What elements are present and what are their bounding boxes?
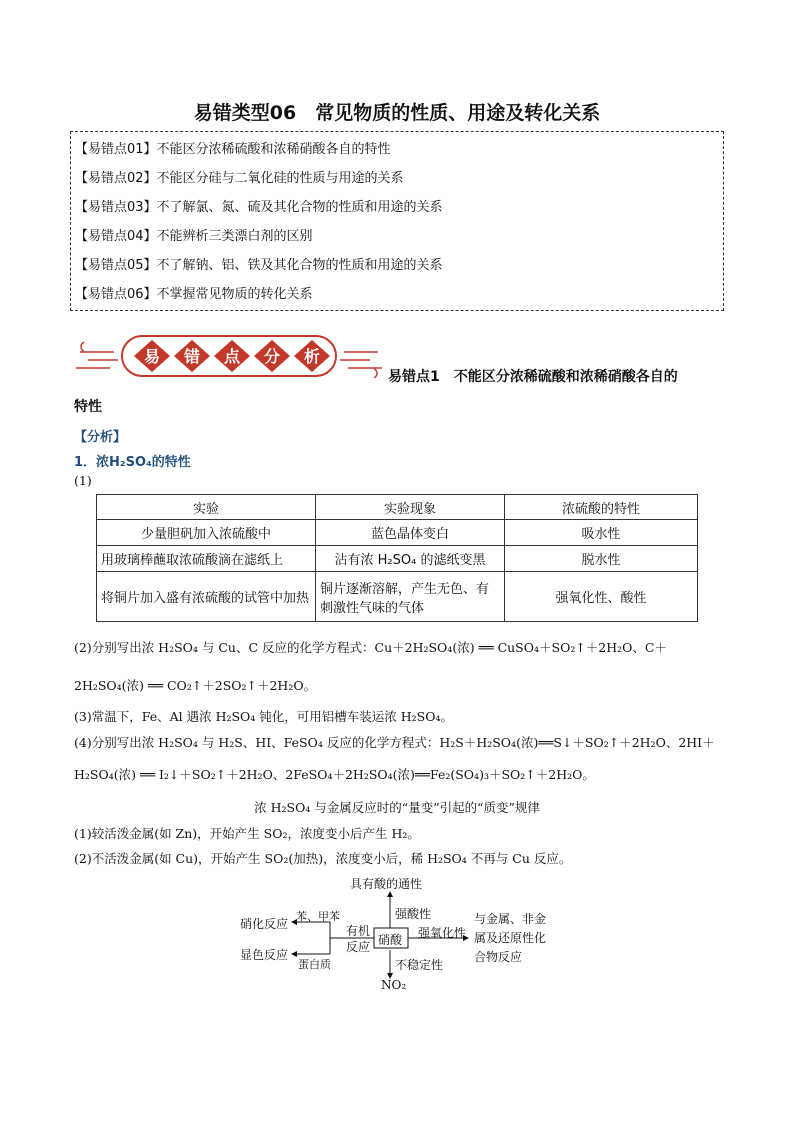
banner-char-2: 错 bbox=[183, 347, 201, 366]
banner-char-5: 析 bbox=[303, 347, 321, 366]
para-4b: H₂SO₄(浓) ══ I₂↓＋SO₂↑＋2H₂O、2FeSO₄＋2H₂SO₄(浓)══Fe₂(SO₄)₃＋SO₂↑＋2H₂O。 bbox=[74, 767, 595, 782]
diagram-center: 硝酸 bbox=[378, 933, 403, 947]
table-cell: 用玻璃棒蘸取浓硫酸滴在滤纸上 bbox=[97, 546, 316, 572]
error-point-1: 【易错点01】不能区分浓稀硫酸和浓稀硝酸各自的特性 bbox=[75, 142, 391, 157]
section-title-cont: 特性 bbox=[74, 399, 102, 415]
banner-char-4: 分 bbox=[263, 347, 281, 366]
error-point-5: 【易错点05】不了解钠、铝、铁及其化合物的性质和用途的关系 bbox=[75, 258, 443, 273]
diagram-bottom: NO₂ bbox=[381, 978, 407, 992]
properties-table bbox=[96, 494, 698, 622]
diagram-right-3: 合物反应 bbox=[474, 950, 523, 964]
nitric-acid-diagram bbox=[230, 872, 570, 997]
para-1: (1) bbox=[74, 473, 92, 488]
table-cell: 吸水性 bbox=[505, 520, 698, 546]
table-cell: 脱水性 bbox=[505, 546, 698, 572]
para-2b: 2H₂SO₄(浓) ══ CO₂↑＋2SO₂↑＋2H₂O。 bbox=[74, 678, 317, 693]
diagram-color-reaction: 显色反应 bbox=[240, 948, 289, 962]
table-cell: 沾有浓 H₂SO₄ 的滤纸变黑 bbox=[316, 546, 505, 572]
error-points-box bbox=[70, 131, 724, 311]
rule-title: 浓 H₂SO₄ 与金属反应时的“量变”引起的“质变”规律 bbox=[254, 800, 540, 815]
diagram-protein: 蛋白质 bbox=[298, 958, 331, 971]
error-point-3: 【易错点03】不了解氯、氮、硫及其化合物的性质和用途的关系 bbox=[75, 200, 443, 215]
diagram-top-edge: 强酸性 bbox=[395, 907, 432, 921]
table-row bbox=[97, 520, 698, 546]
error-point-2: 【易错点02】不能区分硅与二氧化硅的性质与用途的关系 bbox=[75, 171, 404, 186]
table-cell: 铜片逐渐溶解，产生无色、有刺激性气味的气体 bbox=[316, 572, 505, 622]
page-title: 易错类型06 常见物质的性质、用途及转化关系 bbox=[193, 102, 601, 124]
table-cell: 蓝色晶体变白 bbox=[316, 520, 505, 546]
diagram-benzene: 苯、甲苯 bbox=[296, 910, 340, 923]
banner-char-3: 点 bbox=[223, 347, 241, 366]
para-2a: (2)分别写出浓 H₂SO₄ 与 Cu、C 反应的化学方程式：Cu＋2H₂SO₄(浓) ══ CuSO₄＋SO₂↑＋2H₂O、C＋ bbox=[74, 640, 667, 655]
table-header: 浓硫酸的特性 bbox=[505, 495, 698, 520]
error-point-4: 【易错点04】不能辨析三类漂白剂的区别 bbox=[75, 229, 313, 244]
table-cell: 少量胆矾加入浓硫酸中 bbox=[97, 520, 316, 546]
para-4a: (4)分别写出浓 H₂SO₄ 与 H₂S、HI、FeSO₄ 反应的化学方程式：H₂S＋H₂SO₄(浓)══S↓＋SO₂↑＋2H₂O、2HI＋ bbox=[74, 735, 715, 750]
table-cell: 强氧化性、酸性 bbox=[505, 572, 698, 622]
diagram-top: 具有酸的通性 bbox=[350, 877, 423, 891]
banner-char-1: 易 bbox=[143, 347, 161, 366]
diagram-right-2: 属及还原性化 bbox=[474, 931, 547, 945]
table-cell: 将铜片加入盛有浓硫酸的试管中加热 bbox=[97, 572, 316, 622]
table-header: 实验现象 bbox=[316, 495, 505, 520]
diagram-right-edge: 强氧化性 bbox=[418, 926, 467, 940]
heading-1: 1．浓H₂SO₄的特性 bbox=[74, 455, 191, 470]
diagram-nitration: 硝化反应 bbox=[240, 917, 289, 931]
section-title: 易错点1 不能区分浓稀硫酸和浓稀硝酸各自的 bbox=[388, 369, 678, 385]
table-header: 实验 bbox=[97, 495, 316, 520]
diagram-left-edge-2: 反应 bbox=[346, 940, 371, 954]
diagram-left-edge-1: 有机 bbox=[346, 924, 371, 938]
diagram-right-1: 与金属、非金 bbox=[474, 912, 547, 926]
para-3: (3)常温下，Fe、Al 遇浓 H₂SO₄ 钝化，可用铝槽车装运浓 H₂SO₄。 bbox=[74, 709, 453, 724]
diagram-bottom-edge: 不稳定性 bbox=[395, 958, 444, 972]
rule-2: (2)不活泼金属(如 Cu)，开始产生 SO₂(加热)，浓度变小后，稀 H₂SO₄ 不再与 Cu 反应。 bbox=[74, 851, 572, 866]
table-row bbox=[97, 572, 698, 622]
analysis-tag: 【分析】 bbox=[74, 430, 127, 445]
section-banner bbox=[74, 330, 384, 382]
error-point-6: 【易错点06】不掌握常见物质的转化关系 bbox=[75, 287, 313, 302]
table-header-row bbox=[97, 495, 698, 520]
rule-1: (1)较活泼金属(如 Zn)，开始产生 SO₂，浓度变小后产生 H₂。 bbox=[74, 826, 420, 841]
table-row bbox=[97, 546, 698, 572]
